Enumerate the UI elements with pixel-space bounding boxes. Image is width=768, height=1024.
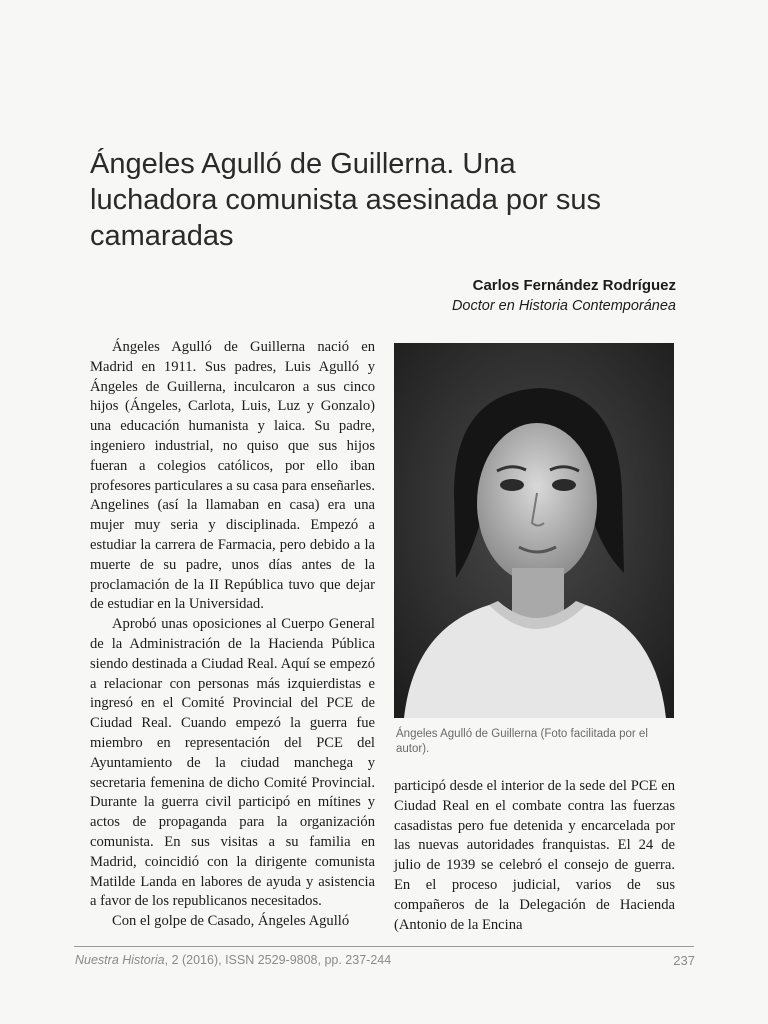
page-footer bbox=[75, 953, 695, 967]
portrait-image bbox=[394, 343, 674, 718]
page-number: 237 bbox=[673, 953, 695, 968]
footer-divider bbox=[74, 946, 694, 947]
citation: , 2 (2016), ISSN 2529-9808, pp. 237-244 bbox=[164, 953, 392, 967]
journal-name: Nuestra Historia bbox=[75, 953, 165, 967]
body-column-left bbox=[90, 338, 375, 932]
body-paragraph: participó desde el interior de la sede del PCE en Ciudad Real en el combate contra las fuerzas casadistas pero fue detenida y encarcelada por las nuevas autoridades franquistas. El 24 de julio de 1939 se celebró el consejo de guerra. En el proceso judicial, varios de sus compañeros de la Delegación de Hacienda (Antonio de la Encina bbox=[394, 778, 675, 933]
body-column-right bbox=[394, 777, 675, 935]
author-block bbox=[452, 276, 676, 316]
portrait-photo bbox=[394, 343, 674, 718]
author-role: Doctor en Historia Contemporánea bbox=[451, 298, 676, 314]
author-name: Carlos Fernández Rodríguez bbox=[472, 277, 676, 294]
photo-caption: Ángeles Agulló de Guillerna (Foto facilitada por el autor). bbox=[396, 728, 648, 755]
body-paragraph: Con el golpe de Casado, Ángeles Agulló bbox=[112, 913, 350, 930]
body-paragraph: Aprobó unas oposiciones al Cuerpo General de la Administración de la Hacienda Pública siendo destinada a Ciudad Real. Aquí se empezó a relacionar con personas más izquierdistas e ingresó en el Comité Provincial del PCE de Ciudad Real. Cuando empezó la guerra fue miembro en representación del PCE del Ayuntamiento de la ciudad manchega y secretaria femenina de dicho Comité Provincial. Durante la guerra civil participó en mítines y actos de propaganda para la organización comunista. En sus visitas a su familia en Madrid, coincidió con la dirigente comunista Matilde Landa en labores de ayuda y asistencia a favor de los republicanos necesitados. bbox=[90, 616, 375, 910]
article-title: Ángeles Agulló de Guillerna. Una luchadora comunista asesinada por sus camaradas bbox=[90, 148, 602, 252]
body-paragraph: Ángeles Agulló de Guillerna nació en Madrid en 1911. Sus padres, Luis Agulló y Ángeles de Guillerna, inculcaron a sus cinco hijos (Ángeles, Carlota, Luis, Luz y Gonzalo) una educación humanista y laica. Su padre, ingeniero industrial, no quiso que sus hijos fueran a colegios católicos, por ello iban profesores particulares a su casa para enseñarles. Angelines (así la llamaban en casa) era una mujer muy seria y disciplinada. Empezó a estudiar la carrera de Farmacia, pero debido a la muerte de su padre, unos días antes de la proclamación de la II República tuvo que dejar de estudiar en la Universidad. bbox=[90, 339, 375, 613]
